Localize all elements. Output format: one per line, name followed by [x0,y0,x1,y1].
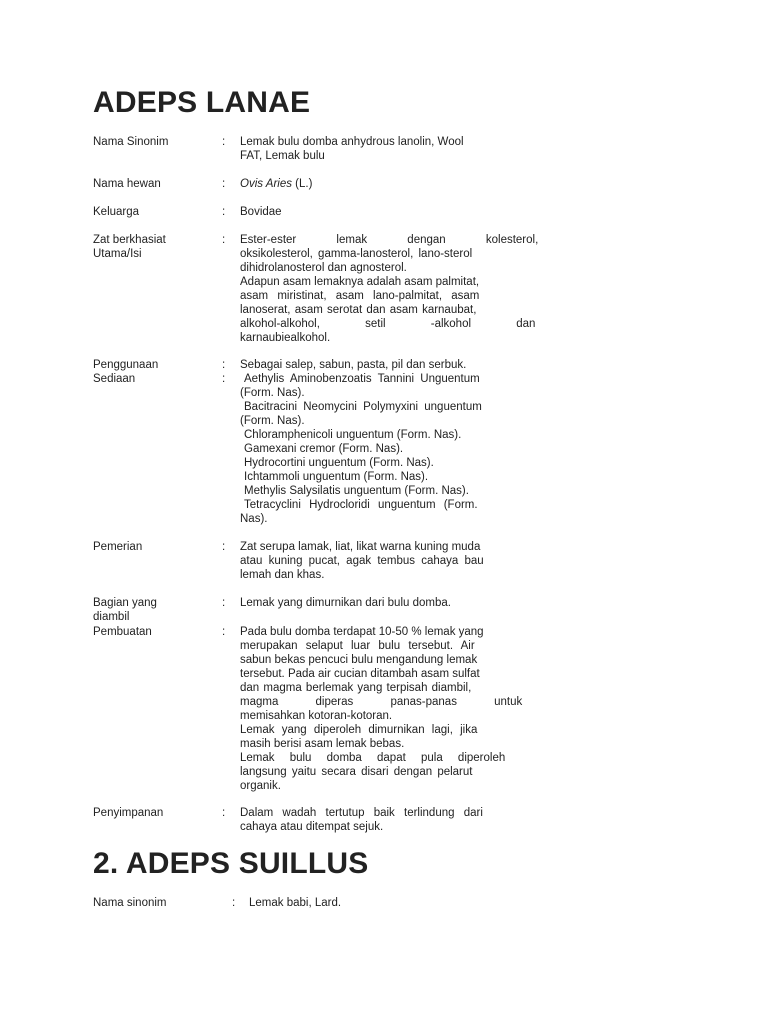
text-line: merupakan selaput luar bulu tersebut. Air [240,640,475,652]
section-title-adeps-lanae: ADEPS LANAE [93,86,311,119]
text-line: cahaya atau ditempat sejuk. [240,821,384,833]
species-author: (L.) [291,178,313,190]
text-line: FAT, Lemak bulu [240,150,325,162]
colon: : [222,597,226,609]
colon: : [222,807,226,819]
value-sediaan [240,372,513,526]
label-nama-hewan: Nama hewan [93,178,161,190]
text-line: Ester-ester lemak dengan kolesterol, [240,234,539,246]
text-line: karnaubiealkohol. [240,332,331,344]
colon: : [232,897,236,909]
value-keluarga: Bovidae [240,206,282,218]
text-line: (Form. Nas). [240,415,305,427]
list-item: Hydrocortini unguentum (Form. Nas). [244,457,434,469]
text-line: dan magma berlemak yang terpisah diambil, [240,682,472,694]
text-line: Zat serupa lamak, liat, likat warna kuning muda [240,541,481,553]
label-zat-berkhasiat [93,233,218,261]
text-line: Nas). [240,513,268,525]
text-line: atau kuning pucat, agak tembus cahaya bau [240,555,484,567]
text-line: magma diperas panas-panas untuk [240,696,523,708]
text-line: dihidrolanosterol dan agnosterol. [240,262,407,274]
colon: : [222,626,226,638]
label-line: Utama/Isi [93,248,142,260]
colon: : [222,359,226,371]
list-item: Tetracyclini Hydrocloridi unguentum (Form. [244,499,478,511]
value-pembuatan [240,625,523,793]
value-nama-hewan [240,177,513,191]
text-line: asam miristinat, asam lano-palmitat, asam [240,290,480,302]
label-line: Zat berkhasiat [93,234,166,246]
colon: : [222,206,226,218]
text-line: (Form. Nas). [240,387,305,399]
text-line: organik. [240,780,281,792]
colon: : [222,178,226,190]
text-line: oksikolesterol, gamma-lanosterol, lano-sterol [240,248,473,260]
value-pemerian [240,540,513,582]
colon: : [222,136,226,148]
list-item: Aethylis Aminobenzoatis Tannini Unguentum [244,373,480,385]
text-line: tersebut. Pada air cucian ditambah asam sulfat [240,668,480,680]
text-line: Lemak yang diperoleh dimurnikan lagi, jika [240,724,478,736]
text-line: Pada bulu domba terdapat 10-50 % lemak yang [240,626,484,638]
text-line: Lemak bulu domba dapat pula diperoleh [240,752,506,764]
label-pemerian: Pemerian [93,541,143,553]
text-line: Lemak bulu domba anhydrous lanolin, Wool [240,136,464,148]
text-line: memisahkan kotoran-kotoran. [240,710,393,722]
list-item: Bacitracini Neomycini Polymyxini unguentum [244,401,482,413]
text-line: Adapun asam lemaknya adalah asam palmitat, [240,276,480,288]
value-bagian-yang-diambil: Lemak yang dimurnikan dari bulu domba. [240,597,451,609]
text-line: alkohol-alkohol, setil -alkohol dan [240,318,536,330]
value-nama-sinonim [240,135,513,163]
label-keluarga: Keluarga [93,206,140,218]
text-line: Dalam wadah tertutup baik terlindung dari [240,807,483,819]
text-line: lanoserat, asam serotat dan asam karnaubat, [240,304,477,316]
label-bagian-yang-diambil [93,596,218,624]
list-item: Gamexani cremor (Form. Nas). [244,443,404,455]
text-line: sabun bekas pencuci bulu mengandung lemak [240,654,478,666]
list-item: Chloramphenicoli unguentum (Form. Nas). [244,429,462,441]
text-line: masih berisi asam lemak bebas. [240,738,405,750]
value-penyimpanan [240,806,513,834]
section-title-adeps-suillus: 2. ADEPS SUILLUS [93,847,369,880]
value-nama-sinonim-2: Lemak babi, Lard. [249,897,342,909]
label-nama-sinonim-2: Nama sinonim [93,897,167,909]
label-nama-sinonim: Nama Sinonim [93,136,169,148]
species-name: Ovis Aries [240,178,292,190]
label-penyimpanan: Penyimpanan [93,807,164,819]
label-pembuatan: Pembuatan [93,626,152,638]
list-item: Ichtammoli unguentum (Form. Nas). [244,471,429,483]
colon: : [222,541,226,553]
label-sediaan: Sediaan [93,373,136,385]
colon: : [222,373,226,385]
value-penggunaan: Sebagai salep, sabun, pasta, pil dan serbuk. [240,359,467,371]
text-line: langsung yaitu secara disari dengan pelarut [240,766,473,778]
label-penggunaan: Penggunaan [93,359,159,371]
label-line: diambil [93,611,130,623]
value-zat-berkhasiat [240,233,539,345]
text-line: lemah dan khas. [240,569,325,581]
colon: : [222,234,226,246]
label-line: Bagian yang [93,597,157,609]
list-item: Methylis Salysilatis unguentum (Form. Nas). [244,485,469,497]
